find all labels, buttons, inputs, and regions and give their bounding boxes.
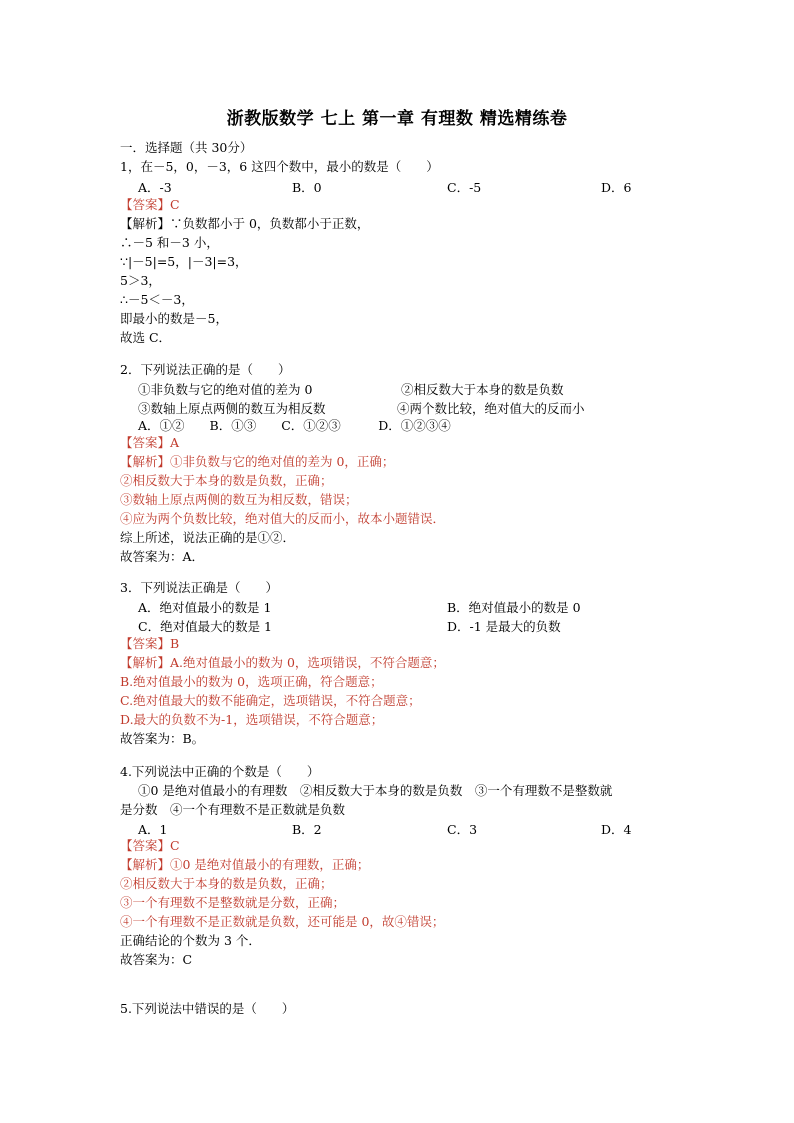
q3-analysis-line: 【解析】A.绝对值最小的数为 0，选项错误，不符合题意； [120, 655, 445, 670]
q1-analysis-line: 【解析】∵负数都小于 0，负数都小于正数， [120, 216, 370, 231]
q4-analysis-line: ②相反数大于本身的数是负数，正确； [120, 876, 333, 891]
q2-analysis-line: 故答案为：A． [120, 549, 205, 564]
q3-stem: 3．下列说法正确是（ ） [120, 580, 278, 595]
q4-option-d: D．4 [601, 822, 632, 837]
q3-option-c: C．绝对值最大的数是 1 [138, 619, 272, 634]
q2-analysis-line: ④应为两个负数比较，绝对值大的反而小，故本小题错误． [120, 511, 446, 526]
q2-analysis-line: ②相反数大于本身的数是负数，正确； [120, 473, 333, 488]
q3-option-d: D．-1 是最大的负数 [447, 619, 561, 634]
q4-analysis-line: 故答案为：C [120, 952, 193, 967]
q2-analysis-line: ③数轴上原点两侧的数互为相反数，错误； [120, 492, 358, 507]
q1-analysis-line: ∵|－5|=5，|－3|=3， [120, 254, 248, 269]
q4-statements: ①0 是绝对值最小的有理数 ②相反数大于本身的数是负数 ③一个有理数不是整数就 [138, 783, 613, 798]
q1-analysis-line: 故选 C． [120, 330, 172, 345]
q4-answer: 【答案】C [120, 838, 180, 853]
q1-analysis-line: ∴－5 和－3 小， [120, 235, 219, 250]
q2-analysis-line: 【解析】①非负数与它的绝对值的差为 0，正确； [120, 454, 395, 469]
q2-analysis-line: 综上所述，说法正确的是①②． [120, 530, 296, 545]
q2-item-1: ①非负数与它的绝对值的差为 0 [138, 382, 313, 397]
q1-analysis-line: 5＞3， [120, 273, 161, 288]
q4-analysis-line: 【解析】①0 是绝对值最小的有理数，正确； [120, 857, 370, 872]
q2-item-2: ②相反数大于本身的数是负数 [401, 382, 564, 397]
q1-answer: 【答案】C [120, 197, 180, 212]
q1-option-b: B．0 [292, 180, 322, 195]
q4-analysis-line: 正确结论的个数为 3 个． [120, 933, 261, 948]
q2-stem: 2．下列说法正确的是（ ） [120, 362, 291, 377]
q3-analysis-line: D.最大的负数不为-1，选项错误，不符合题意； [120, 712, 384, 727]
page-title: 浙教版数学 七上 第一章 有理数 精选精练卷 [226, 109, 568, 129]
section-heading: 一．选择题（共 30分） [120, 140, 253, 155]
q4-stem: 4.下列说法中正确的个数是（ ） [120, 764, 320, 779]
q1-option-a: A．-3 [138, 180, 172, 195]
q3-analysis-line: C.绝对值最大的数不能确定，选项错误，不符合题意； [120, 693, 421, 708]
q4-analysis-line: ③一个有理数不是整数就是分数，正确； [120, 895, 346, 910]
q2-item-4: ④两个数比较，绝对值大的反而小 [397, 401, 585, 416]
q4-statements-cont: 是分数 ④一个有理数不是正数就是负数 [120, 802, 346, 817]
q1-analysis-line: ∴－5＜－3， [120, 292, 194, 307]
q1-option-d: D．6 [601, 180, 632, 195]
q1-analysis-line: 即最小的数是－5， [120, 311, 228, 326]
q3-answer: 【答案】B [120, 636, 180, 651]
q3-option-b: B．绝对值最小的数是 0 [447, 600, 581, 615]
q2-options: A．①② B．①③ C．①②③ D．①②③④ [138, 418, 451, 433]
q4-option-c: C．3 [447, 822, 478, 837]
q5-stem: 5.下列说法中错误的是（ ） [120, 1001, 295, 1016]
q4-analysis-line: ④一个有理数不是正数就是负数，还可能是 0，故④错误； [120, 914, 445, 929]
q3-option-a: A．绝对值最小的数是 1 [138, 600, 272, 615]
q2-answer: 【答案】A [120, 435, 180, 450]
q1-stem: 1，在－5，0，－3，6 这四个数中，最小的数是（ ） [120, 159, 439, 174]
q3-analysis-line: 故答案为：B。 [120, 731, 205, 746]
q2-item-3: ③数轴上原点两侧的数互为相反数 [138, 401, 326, 416]
q1-option-c: C．-5 [447, 180, 482, 195]
q4-option-b: B．2 [292, 822, 322, 837]
q4-option-a: A．1 [138, 822, 168, 837]
q3-analysis-line: B.绝对值最小的数为 0，选项正确，符合题意； [120, 674, 383, 689]
